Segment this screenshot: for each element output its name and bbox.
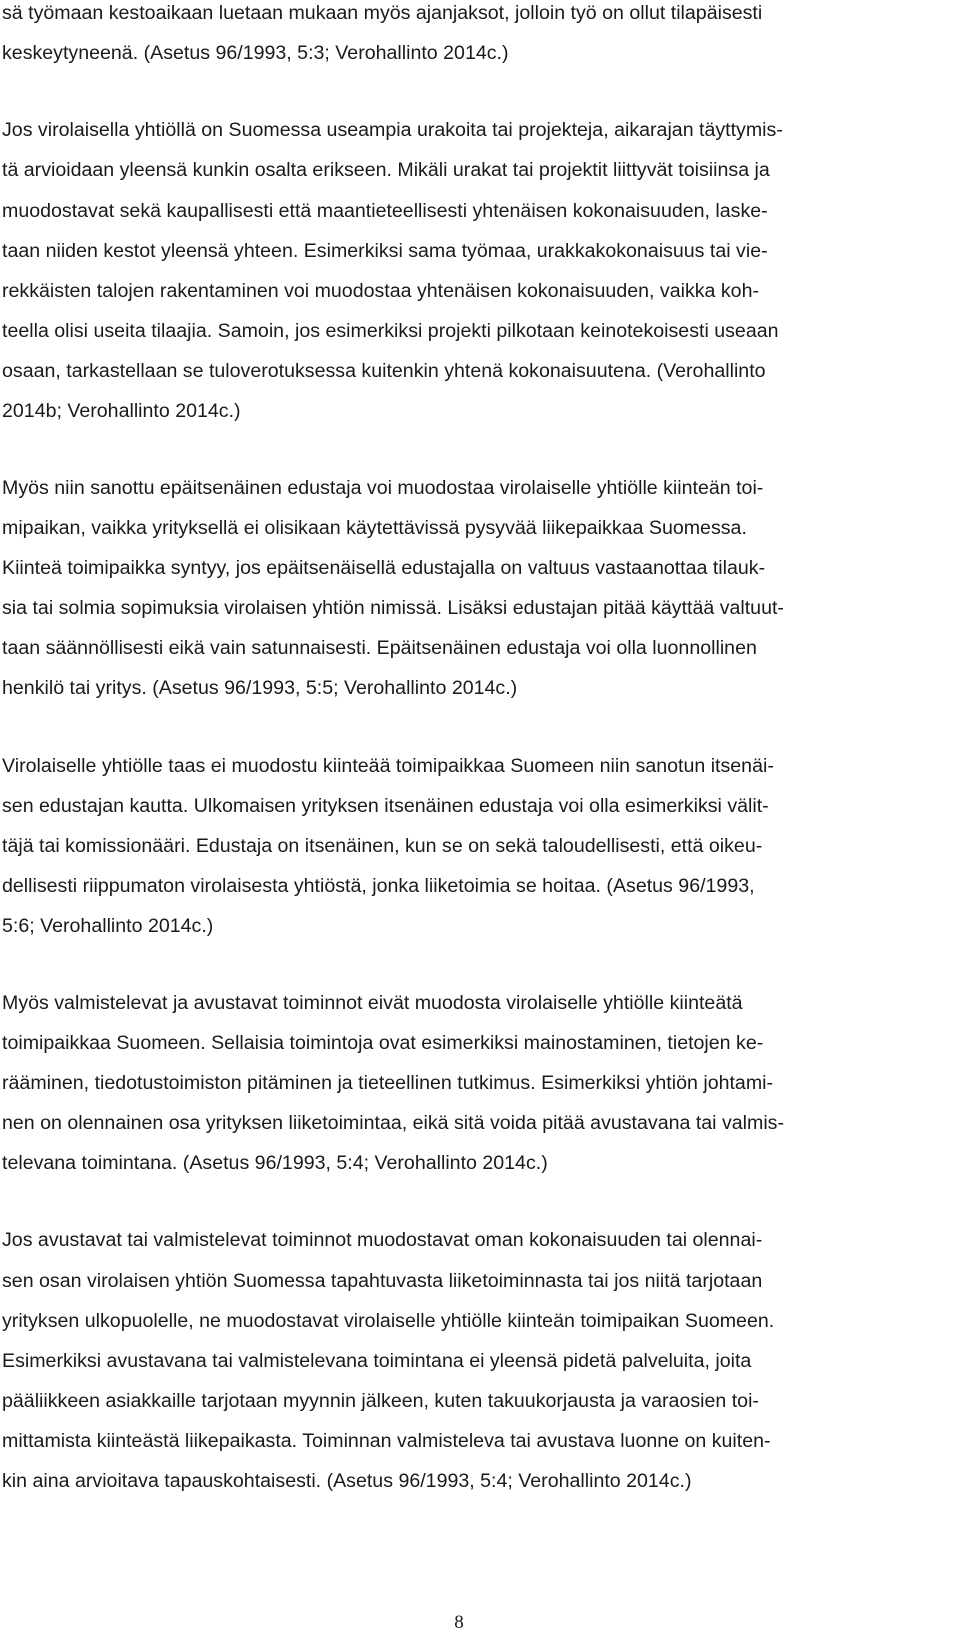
text-line: 2014b; Verohallinto 2014c.) — [2, 400, 241, 422]
text-line: rekkäisten talojen rakentaminen voi muodostaa yhtenäisen kokonaisuuden, vaikka koh- — [2, 280, 759, 302]
text-line: Jos virolaisella yhtiöllä on Suomessa useampia urakoita tai projekteja, aikarajan täyttymis- — [2, 119, 783, 141]
text-line: sen edustajan kautta. Ulkomaisen yrityksen itsenäinen edustaja voi olla esimerkiksi välit- — [2, 795, 769, 817]
text-line: osaan, tarkastellaan se tuloverotuksessa kuitenkin yhtenä kokonaisuutena. (Verohallinto — [2, 360, 766, 382]
text-line: 5:6; Verohallinto 2014c.) — [2, 915, 214, 937]
text-line: tä arvioidaan yleensä kunkin osalta erikseen. Mikäli urakat tai projektit liittyvät toisiinsa ja — [2, 159, 770, 181]
text-line: henkilö tai yritys. (Asetus 96/1993, 5:5; Verohallinto 2014c.) — [2, 677, 518, 699]
text-line: sia tai solmia sopimuksia virolaisen yhtiön nimissä. Lisäksi edustajan pitää käyttää valtuut- — [2, 597, 784, 619]
text-line: televana toimintana. (Asetus 96/1993, 5:4; Verohallinto 2014c.) — [2, 1152, 548, 1174]
text-line: muodostavat sekä kaupallisesti että maantieteellisesti yhtenäisen kokonaisuuden, laske- — [2, 200, 768, 222]
text-line: Virolaiselle yhtiölle taas ei muodostu kiinteää toimipaikkaa Suomeen niin sanotun itsenäi- — [2, 755, 774, 777]
text-line: dellisesti riippumaton virolaisesta yhtiöstä, jonka liiketoimia se hoitaa. (Asetus 96/1993, — [2, 875, 755, 897]
text-line: teella olisi useita tilaajia. Samoin, jos esimerkiksi projekti pilkotaan keinotekoisesti useaan — [2, 320, 779, 342]
text-line: sen osan virolaisen yhtiön Suomessa tapahtuvasta liiketoiminnasta tai jos niitä tarjotaan — [2, 1270, 763, 1292]
text-line: yrityksen ulkopuolelle, ne muodostavat virolaiselle yhtiölle kiinteän toimipaikan Suomeen. — [2, 1310, 775, 1332]
text-line: toimipaikkaa Suomeen. Sellaisia toimintoja ovat esimerkiksi mainostaminen, tietojen ke- — [2, 1032, 764, 1054]
text-line: täjä tai komissionääri. Edustaja on itsenäinen, kun se on sekä taloudellisesti, että oikeu- — [2, 835, 763, 857]
text-line: Myös niin sanottu epäitsenäinen edustaja voi muodostaa virolaiselle yhtiölle kiinteän toi- — [2, 477, 764, 499]
text-line: Kiinteä toimipaikka syntyy, jos epäitsenäisellä edustajalla on valtuus vastaanottaa tilauk- — [2, 557, 766, 579]
text-line: kin aina arvioitava tapauskohtaisesti. (Asetus 96/1993, 5:4; Verohallinto 2014c.) — [2, 1470, 692, 1492]
text-line: Myös valmistelevat ja avustavat toiminnot eivät muodosta virolaiselle yhtiölle kiinteätä — [2, 992, 743, 1014]
page-number: 8 — [454, 1612, 464, 1633]
text-line: mipaikan, vaikka yrityksellä ei olisikaan käytettävissä pysyvää liikepaikkaa Suomessa. — [2, 517, 747, 539]
text-line: sä työmaan kestoaikaan luetaan mukaan myös ajanjaksot, jolloin työ on ollut tilapäisesti — [2, 2, 763, 24]
text-line: mittamista kiinteästä liikepaikasta. Toiminnan valmisteleva tai avustava luonne on kuiten- — [2, 1430, 771, 1452]
text-line: pääliikkeen asiakkaille tarjotaan myynnin jälkeen, kuten takuukorjausta ja varaosien toi- — [2, 1390, 759, 1412]
text-line: rääminen, tiedotustoimiston pitäminen ja tieteellinen tutkimus. Esimerkiksi yhtiön johtami- — [2, 1072, 774, 1094]
text-line: Jos avustavat tai valmistelevat toiminnot muodostavat oman kokonaisuuden tai olennai- — [2, 1229, 763, 1251]
text-line: taan säännöllisesti eikä vain satunnaisesti. Epäitsenäinen edustaja voi olla luonnollinen — [2, 637, 757, 659]
text-line: Esimerkiksi avustavana tai valmistelevana toimintana ei yleensä pidetä palveluita, joita — [2, 1350, 752, 1372]
text-line: nen on olennainen osa yrityksen liiketoimintaa, eikä sitä voida pitää avustavana tai valmis- — [2, 1112, 785, 1134]
text-line: keskeytyneenä. (Asetus 96/1993, 5:3; Verohallinto 2014c.) — [2, 42, 509, 64]
text-line: taan niiden kestot yleensä yhteen. Esimerkiksi sama työmaa, urakkakokonaisuus tai vie- — [2, 240, 768, 262]
